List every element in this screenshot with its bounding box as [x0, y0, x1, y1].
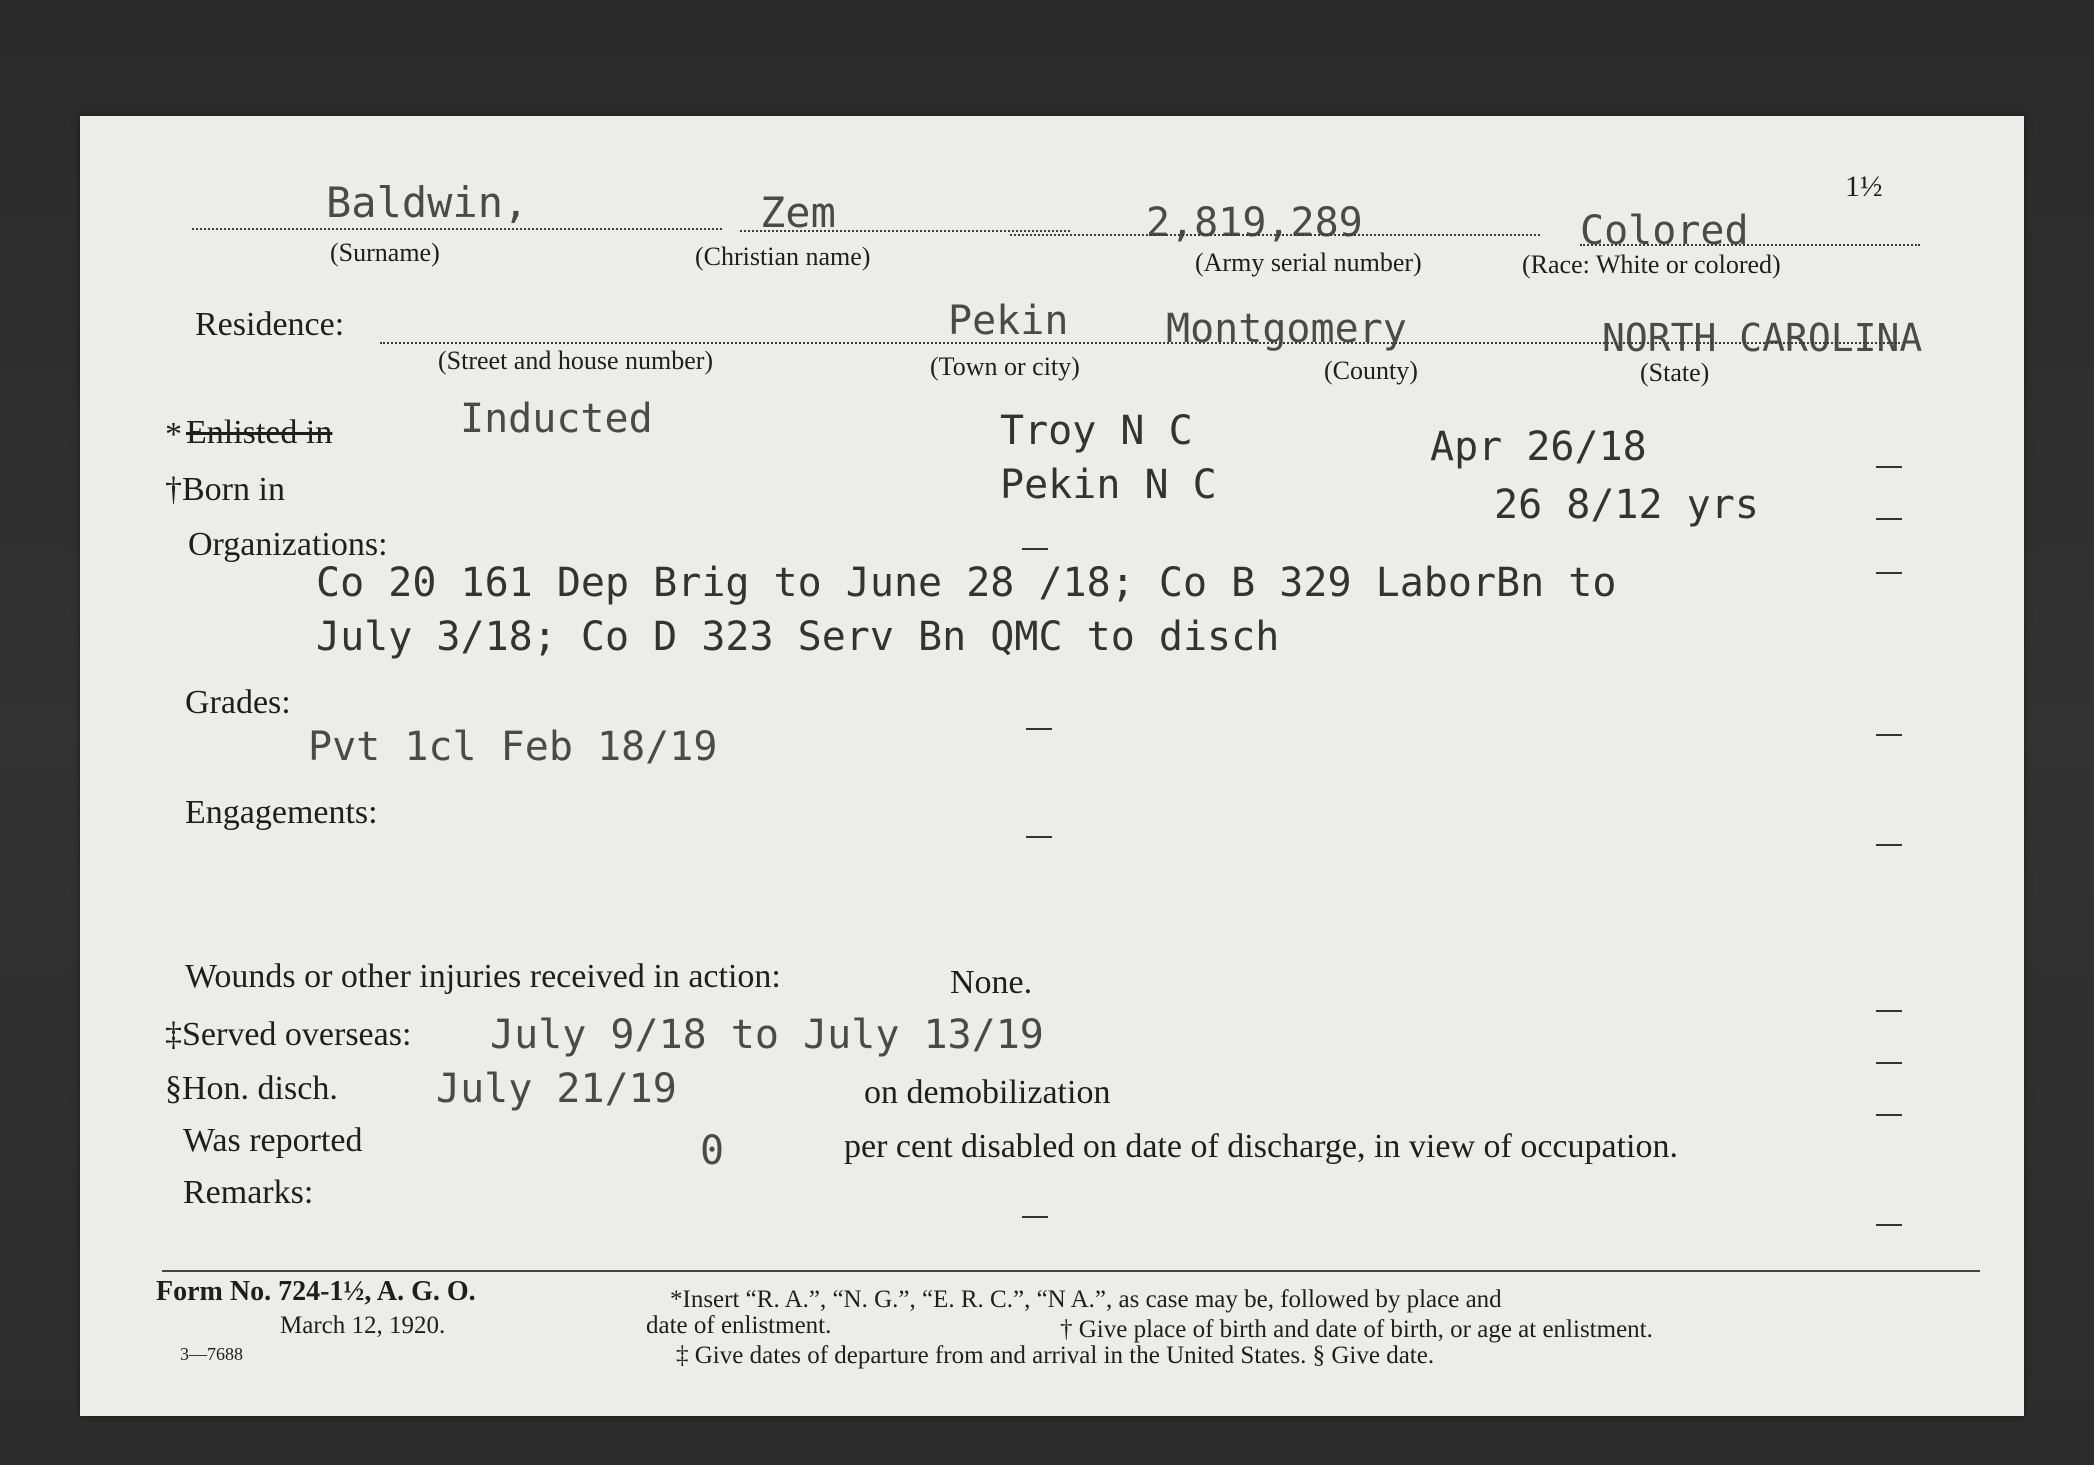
race-caption: (Race: White or colored) [1522, 250, 1781, 279]
age-value: 26 8/12 yrs [1494, 482, 1759, 528]
margin-dash [1876, 1224, 1902, 1226]
engagements-label: Engagements: [185, 794, 378, 831]
state-value: NORTH CAROLINA [1602, 316, 1923, 360]
margin-dash [1876, 518, 1902, 520]
residence-line [380, 342, 1900, 344]
margin-dash [1876, 1114, 1902, 1116]
race-line [1580, 244, 1920, 246]
grades-value: Pvt 1cl Feb 18/19 [308, 724, 718, 770]
state-caption: (State) [1640, 358, 1710, 387]
footnote-enlistment-cont: date of enlistment. [646, 1312, 832, 1339]
wounds-label: Wounds or other injuries received in action: [185, 958, 781, 995]
enlistment-date-value: Apr 26/18 [1430, 424, 1647, 470]
grades-label: Grades: [185, 684, 291, 721]
enlisted-label: Enlisted in [186, 414, 333, 451]
street-caption: (Street and house number) [438, 346, 714, 375]
organizations-label: Organizations: [188, 526, 388, 563]
serial-number-line [1010, 234, 1540, 236]
margin-dash [1876, 844, 1902, 846]
christian-name-line [740, 230, 1070, 232]
footnote-overseas: ‡ Give dates of departure from and arrival in the United States. § Give date. [676, 1342, 1435, 1369]
surname-line [192, 228, 722, 230]
enlistment-type-value: Inducted [460, 396, 653, 442]
form-date: March 12, 1920. [280, 1312, 446, 1339]
served-overseas-label: ‡Served overseas: [165, 1016, 412, 1053]
corner-mark: 1½ [1845, 170, 1883, 203]
organizations-line-2: July 3/18; Co D 323 Serv Bn QMC to disch [316, 614, 1280, 660]
served-overseas-value: July 9/18 to July 13/19 [490, 1012, 1044, 1058]
margin-dash [1876, 466, 1902, 468]
margin-dash [1876, 572, 1902, 574]
footnote-birth: † Give place of birth and date of birth, or age at enlistment. [1060, 1316, 1653, 1343]
footnote-enlistment: *Insert “R. A.”, “N. G.”, “E. R. C.”, “N A.”, as case may be, followed by place and [670, 1286, 1502, 1313]
service-record-card [80, 116, 2024, 1416]
christian-name-caption: (Christian name) [695, 242, 871, 271]
was-reported-label: Was reported [183, 1122, 363, 1159]
discharge-date-value: July 21/19 [436, 1066, 677, 1112]
organizations-line-1: Co 20 161 Dep Brig to June 28 /18; Co B 329 LaborBn to [316, 560, 1617, 606]
enlistment-place-value: Troy N C [1000, 408, 1193, 454]
print-code: 3—7688 [180, 1344, 243, 1364]
residence-label: Residence: [195, 306, 345, 343]
race-value: Colored [1580, 208, 1749, 254]
serial-number-value: 2,819,289 [1146, 200, 1363, 246]
margin-dash [1876, 734, 1902, 736]
surname-value: Baldwin, [326, 178, 529, 227]
birthplace-value: Pekin N C [1000, 462, 1217, 508]
christian-name-value: Zem [760, 188, 836, 237]
remarks-label: Remarks: [183, 1174, 314, 1211]
surname-caption: (Surname) [330, 238, 440, 267]
margin-dash [1876, 1010, 1902, 1012]
disability-text: per cent disabled on date of discharge, in view of occupation. [844, 1128, 1678, 1165]
margin-dash [1022, 548, 1048, 550]
county-caption: (County) [1324, 356, 1418, 385]
discharge-reason: on demobilization [864, 1074, 1111, 1111]
enlisted-marker: * [165, 416, 182, 453]
town-value: Pekin [948, 298, 1069, 344]
town-caption: (Town or city) [930, 352, 1080, 381]
footer-rule [162, 1270, 1980, 1272]
discharge-label: §Hon. disch. [165, 1070, 338, 1107]
form-number: Form No. 724-1½, A. G. O. [156, 1276, 476, 1307]
serial-number-caption: (Army serial number) [1195, 248, 1422, 277]
disability-percent-value: 0 [700, 1128, 725, 1174]
wounds-value: None. [950, 964, 1033, 1001]
margin-dash [1026, 836, 1052, 838]
born-label: †Born in [165, 471, 285, 508]
margin-dash [1022, 1216, 1048, 1218]
margin-dash [1876, 1062, 1902, 1064]
margin-dash [1026, 728, 1052, 730]
county-value: Montgomery [1166, 306, 1407, 352]
